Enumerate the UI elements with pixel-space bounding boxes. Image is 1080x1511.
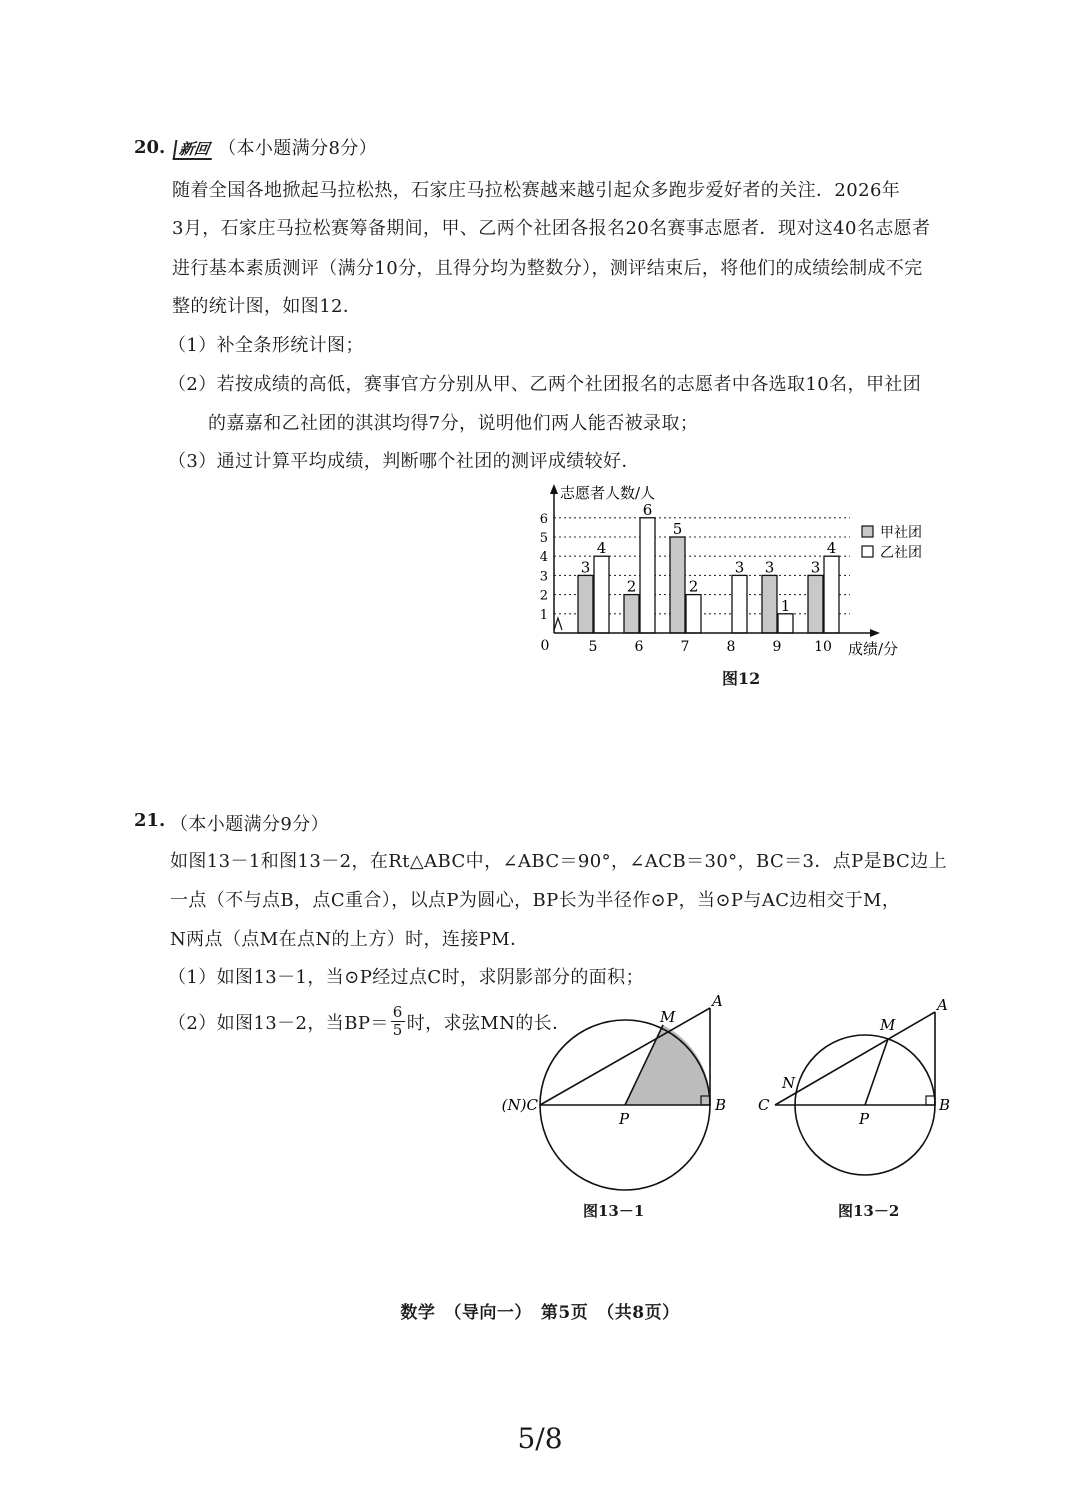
fig13-2-caption: 图13－2 — [838, 1202, 900, 1220]
figure-13-1 — [500, 990, 750, 1220]
figure-13-2 — [750, 990, 970, 1220]
bar-yi-7 — [686, 595, 701, 633]
chart-x-ticks — [589, 639, 832, 655]
y-tick-label: 2 — [539, 588, 548, 604]
x-tick-label: 10 — [814, 639, 832, 655]
data-label: 3 — [764, 558, 775, 577]
label-a: A — [937, 996, 948, 1014]
y-tick-label: 5 — [539, 531, 548, 546]
label-b: B — [715, 1096, 727, 1114]
q20-part-2: （2）若按成绩的高低，赛事官方分别从甲、乙两个社团报名的志愿者中各选取10名，甲社团 — [168, 374, 922, 395]
data-label: 4 — [596, 539, 607, 558]
new-question-tag: 新回 — [173, 140, 215, 160]
q21-part-2-suffix: 时，求弦MN的长． — [406, 1012, 571, 1034]
q21-line-2: 一点（不与点B，点C重合），以点P为圆心，BP长为半径作⊙P，当⊙P与AC边相交于M， — [170, 890, 901, 911]
segment-pm — [865, 1039, 888, 1105]
label-n-c — [502, 1096, 539, 1114]
bar-jia-6 — [624, 595, 639, 633]
data-label: 3 — [734, 558, 745, 577]
q20-part-1: （1）补全条形统计图； — [168, 335, 364, 356]
x-axis-label: 成绩/分 — [848, 640, 899, 658]
bar-yi-8 — [732, 575, 747, 633]
bar-jia-5 — [578, 575, 593, 633]
data-label: 5 — [672, 520, 683, 538]
q21-part-1: （1）如图13－1，当⊙P经过点C时，求阴影部分的面积； — [168, 967, 644, 988]
legend-swatch-jia — [862, 526, 873, 537]
origin-label: 0 — [540, 638, 550, 654]
data-label: 1 — [780, 596, 791, 615]
fraction-denominator: 5 — [392, 1021, 403, 1039]
q20-part-3: （3）通过计算平均成绩，判断哪个社团的测评成绩较好． — [168, 451, 640, 472]
bar-yi-5 — [594, 556, 609, 633]
data-label: 3 — [580, 558, 591, 577]
q21-score: （本小题满分9分） — [170, 814, 330, 835]
fig12-caption: 图12 — [722, 669, 761, 688]
right-angle-mark — [926, 1096, 935, 1105]
page-number: 5/8 — [517, 1422, 563, 1455]
label-m: M — [880, 1016, 896, 1034]
q20-line-2: 3月，石家庄马拉松赛筹备期间，甲、乙两个社团各报名20名赛事志愿者．现对这40名志愿者 — [172, 218, 931, 239]
data-label: 6 — [642, 500, 653, 519]
bar-jia-9 — [762, 575, 777, 633]
y-tick-label: 1 — [539, 607, 548, 623]
chart-legend — [862, 525, 922, 561]
data-label: 2 — [688, 577, 699, 596]
x-tick-label: 6 — [634, 639, 644, 655]
page-footer: 数学 （导向一） 第5页 （共8页） — [400, 1303, 680, 1323]
fraction-6-5 — [391, 1004, 405, 1039]
q21-line-3: N两点（点M在点N的上方）时，连接PM． — [170, 929, 529, 950]
y-axis-arrow — [550, 484, 558, 494]
q20-line-1: 随着全国各地掀起马拉松热，石家庄马拉松赛越来越引起众多跑步爱好者的关注．2026年 — [172, 180, 901, 201]
q21-line-1: 如图13－1和图13－2，在Rt△ABC中，∠ABC＝90°，∠ACB＝30°，BC＝3．点P是BC边上 — [170, 851, 948, 872]
chart-y-ticks — [540, 512, 548, 623]
label-m: M — [660, 1008, 676, 1026]
data-label: 4 — [826, 539, 837, 558]
bar-yi-10 — [824, 556, 839, 633]
y-tick-label: 4 — [539, 550, 548, 566]
bar-yi-6 — [640, 518, 655, 633]
y-tick-label: 6 — [539, 511, 548, 527]
data-label: 3 — [810, 558, 821, 577]
legend-swatch-yi — [862, 546, 873, 557]
q20-score: （本小题满分8分） — [218, 138, 378, 159]
x-tick-label: 5 — [588, 639, 598, 655]
q21-number: 21. — [134, 810, 166, 831]
x-axis-arrow — [870, 629, 880, 637]
q20-line-3: 进行基本素质测评（满分10分，且得分均为整数分），测评结束后，将他们的成绩绘制成不完 — [172, 258, 923, 279]
data-label: 2 — [626, 577, 637, 596]
segment-ca — [775, 1012, 935, 1105]
q20-part-2-cont: 的嘉嘉和乙社团的淇淇均得7分，说明他们两人能否被录取； — [208, 413, 699, 434]
shaded-sector — [625, 1025, 710, 1105]
legend-label-jia: 甲社团 — [880, 525, 922, 541]
label-p: P — [859, 1110, 870, 1128]
label-p: P — [619, 1110, 630, 1128]
label-n: N — [782, 1074, 796, 1092]
q21-part-2-prefix: （2）如图13－2，当BP＝ — [168, 1012, 389, 1034]
x-tick-label: 8 — [726, 639, 736, 655]
bar-yi-9 — [778, 614, 793, 633]
bar-chart-fig12 — [520, 478, 940, 698]
label-c: C — [758, 1096, 770, 1114]
q20-header — [174, 134, 377, 160]
y-tick-label: 3 — [539, 569, 548, 585]
label-c: C — [526, 1096, 538, 1114]
label-b: B — [939, 1096, 951, 1114]
bar-jia-7 — [670, 537, 685, 633]
label-a: A — [712, 992, 723, 1010]
q20-number: 20. — [134, 137, 166, 158]
label-n: (N) — [501, 1096, 527, 1114]
bar-jia-10 — [808, 575, 823, 633]
fig13-1-caption: 图13－1 — [583, 1202, 645, 1220]
q20-line-4: 整的统计图，如图12． — [172, 296, 362, 317]
y-axis-label: 志愿者人数/人 — [560, 484, 656, 502]
x-tick-label: 9 — [772, 639, 782, 655]
legend-label-yi: 乙社团 — [880, 545, 922, 561]
x-tick-label: 7 — [680, 639, 690, 655]
axis-break-mark — [554, 618, 562, 630]
fraction-numerator: 6 — [392, 1003, 403, 1021]
